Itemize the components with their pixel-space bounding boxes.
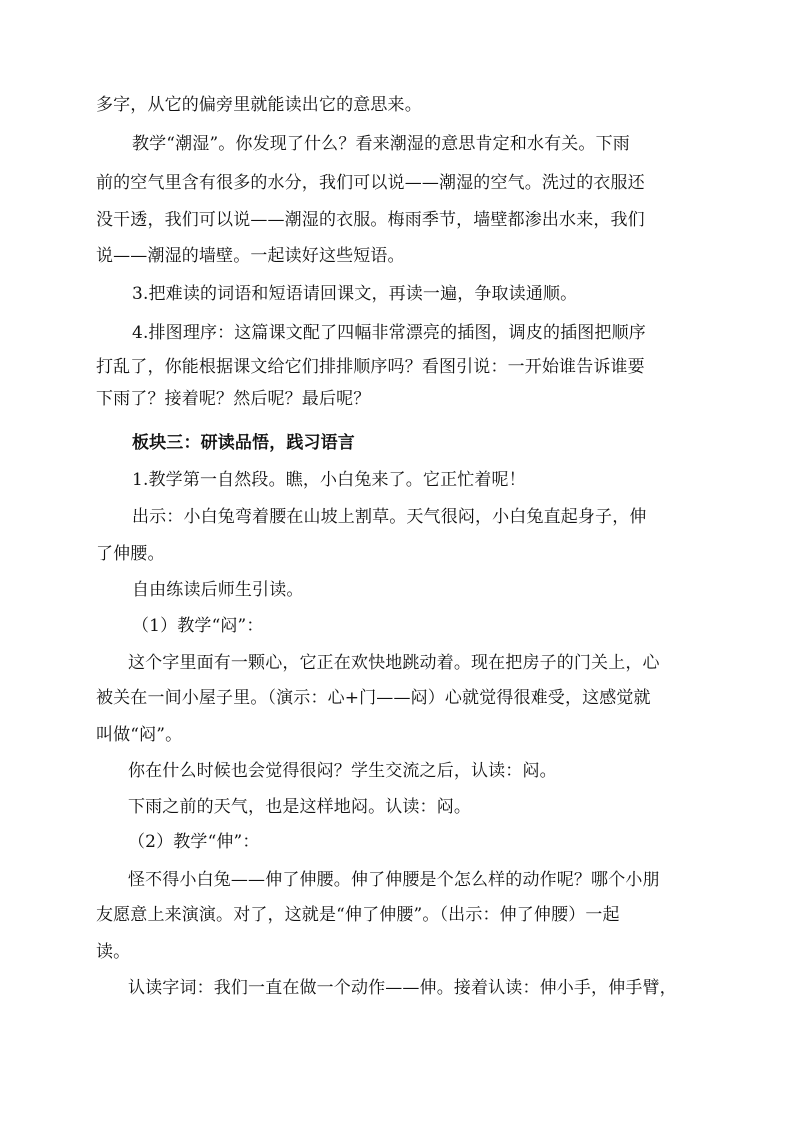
text-line-21: （2）教学“伸”： xyxy=(128,832,260,852)
text-line-23: 友愿意上来演演。对了，这就是“伸了伸腰”。（出示：伸了伸腰）一起 xyxy=(96,905,620,925)
text-line-4: 没干透，我们可以说——潮湿的衣服。梅雨季节，墙壁都渗出水来，我们 xyxy=(96,210,645,230)
text-line-5: 说——潮湿的墙壁。一起读好这些短语。 xyxy=(96,246,405,266)
text-line-7: 4.排图理序：这篇课文配了四幅非常漂亮的插图，调皮的插图把顺序 xyxy=(132,323,646,343)
text-line-14: 自由练读后师生引读。 xyxy=(132,580,304,600)
text-line-12: 出示：小白兔弯着腰在山坡上割草。天气很闷，小白兔直起身子，伸 xyxy=(132,507,647,527)
text-line-6: 3.把难读的词语和短语请回课文，再读一遍，争取读通顺。 xyxy=(132,284,578,304)
text-line-13: 了伸腰。 xyxy=(96,544,165,564)
text-line-11: 1.教学第一自然段。瞧，小白兔来了。它正忙着呢！ xyxy=(132,470,526,490)
text-line-3: 前的空气里含有很多的水分，我们可以说——潮湿的空气。洗过的衣服还 xyxy=(96,173,645,193)
text-line-18: 叫做“闷”。 xyxy=(96,725,183,745)
text-line-9: 下雨了？接着呢？然后呢？最后呢？ xyxy=(96,389,371,409)
text-line-8: 打乱了，你能根据课文给它们排排顺序吗？看图引说：一开始谁告诉谁要 xyxy=(96,357,645,377)
text-line-2: 教学“潮湿”。你发现了什么？看来潮湿的意思肯定和水有关。下雨 xyxy=(132,134,630,154)
text-line-15: （1）教学“闷”： xyxy=(132,616,264,636)
text-line-16: 这个字里面有一颗心，它正在欢快地跳动着。现在把房子的门关上，心 xyxy=(128,653,660,673)
text-line-25: 认读字词：我们一直在做一个动作——伸。接着认读：伸小手，伸手臂， xyxy=(128,978,677,998)
text-line-19: 你在什么时候也会觉得很闷？学生交流之后，认读：闷。 xyxy=(128,761,557,781)
text-line-1: 多字，从它的偏旁里就能读出它的意思来。 xyxy=(96,95,422,115)
text-line-24: 读。 xyxy=(96,942,131,962)
text-line-22: 怪不得小白兔——伸了伸腰。伸了伸腰是个怎么样的动作呢？哪个小朋 xyxy=(128,870,660,890)
text-line-20: 下雨之前的天气，也是这样地闷。认读：闷。 xyxy=(128,797,471,817)
section-heading: 板块三：研读品悟，践习语言 xyxy=(132,433,355,453)
text-line-17: 被关在一间小屋子里。（演示：心+门——闷）心就觉得很难受，这感觉就 xyxy=(96,688,651,708)
